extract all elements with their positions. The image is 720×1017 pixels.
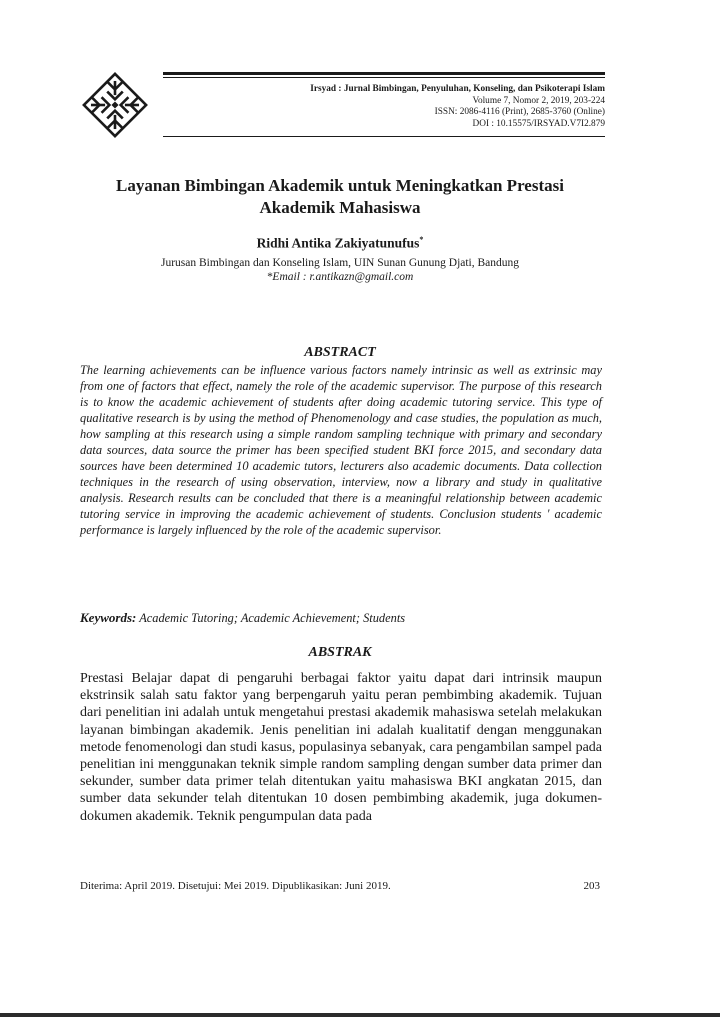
page-number: 203 xyxy=(583,880,600,892)
abstract-heading: ABSTRACT xyxy=(304,345,376,360)
author-affiliation-block xyxy=(80,256,600,284)
keywords-label: Keywords: xyxy=(80,610,137,625)
journal-doi: DOI : 10.15575/IRSYAD.V7I2.879 xyxy=(472,118,605,129)
author-affiliation: Jurusan Bimbingan dan Konseling Islam, UIN Sunan Gunung Djati, Bandung xyxy=(160,257,520,269)
header-rule-thick xyxy=(163,72,605,75)
journal-info xyxy=(165,84,605,130)
article-title: Layanan Bimbingan Akademik untuk Meningkatkan Prestasi Akademik Mahasiswa xyxy=(116,176,564,217)
abstrak-heading: ABSTRAK xyxy=(308,645,372,660)
journal-issn: ISSN: 2086-4116 (Print), 2685-3760 (Online) xyxy=(434,107,605,117)
author-email: *Email : r.antikazn@gmail.com xyxy=(266,271,414,283)
abstract-text: The learning achievements can be influence various factors namely intrinsic as well as extrinsic may from one of factors that effect, namely the role of the academic supervisor. The purpose of this research is to know the academic achievement of students after doing academic tutoring service. This type of qualitative research is by using the method of Phenomenology and case studies, the population as much, how sampling at this research using a simple random sampling technique with primary and secondary data sources, data source the primer has been specified student BKI force 2015, and secondary data sources have been determined 10 academic tutors, lecturers also academic documents. Data collection techniques in the research of using observation, interview, now a library and study in qualitative analysis. Research results can be concluded that there is a meaningful relationship between academic tutoring service in improving the academic achievement of students. Conclusion students ' academic performance is largely influenced by the role of the academic supervisor. xyxy=(80,363,602,537)
keywords-line xyxy=(80,610,602,626)
kufic-ornament-icon xyxy=(80,70,150,140)
keywords-text: Academic Tutoring; Academic Achievement; Students xyxy=(139,611,406,625)
journal-volume: Volume 7, Nomor 2, 2019, 203-224 xyxy=(472,95,605,106)
header-rule-thin xyxy=(163,77,605,78)
author-line xyxy=(80,235,600,252)
journal-name: Irsyad : Jurnal Bimbingan, Penyuluhan, Konseling, dan Psikoterapi Islam xyxy=(310,84,605,94)
publication-dates: Diterima: April 2019. Disetujui: Mei 2019. Dipublikasikan: Juni 2019. xyxy=(80,880,391,892)
author-name: Ridhi Antika Zakiyatunufus xyxy=(256,235,420,251)
page-footer xyxy=(80,880,600,892)
bottom-edge-bar xyxy=(0,1013,720,1017)
abstrak-text: Prestasi Belajar dapat di pengaruhi berbagai faktor yaitu dapat dari intrinsik maupun ekstrinsik salah satu faktor yang berpengaruh yaitu peran pembimbing akademik. Tujuan dari penelitian ini adalah untuk mengetahui prestasi akademik mahasiswa setelah melakukan layanan bimbingan akademik. Jenis penelitian ini adalah kualitatif dengan menggunakan metode fenomenologi dan studi kasus, populasinya sebanyak, cara pengambilan sampel pada penelitian ini menggunakan teknik simple random sampling dengan sumber data primer dan sekunder, sumber data primer telah ditentukan yaitu mahasiswa BKI angkatan 2015, dan sumber data sekunder telah ditentukan 10 dosen pembimbing akademik, juga dokumen-dokumen akademik. Teknik pengumpulan data pada xyxy=(80,671,602,824)
author-mark: * xyxy=(419,235,424,244)
header-rule-bottom xyxy=(163,136,605,137)
